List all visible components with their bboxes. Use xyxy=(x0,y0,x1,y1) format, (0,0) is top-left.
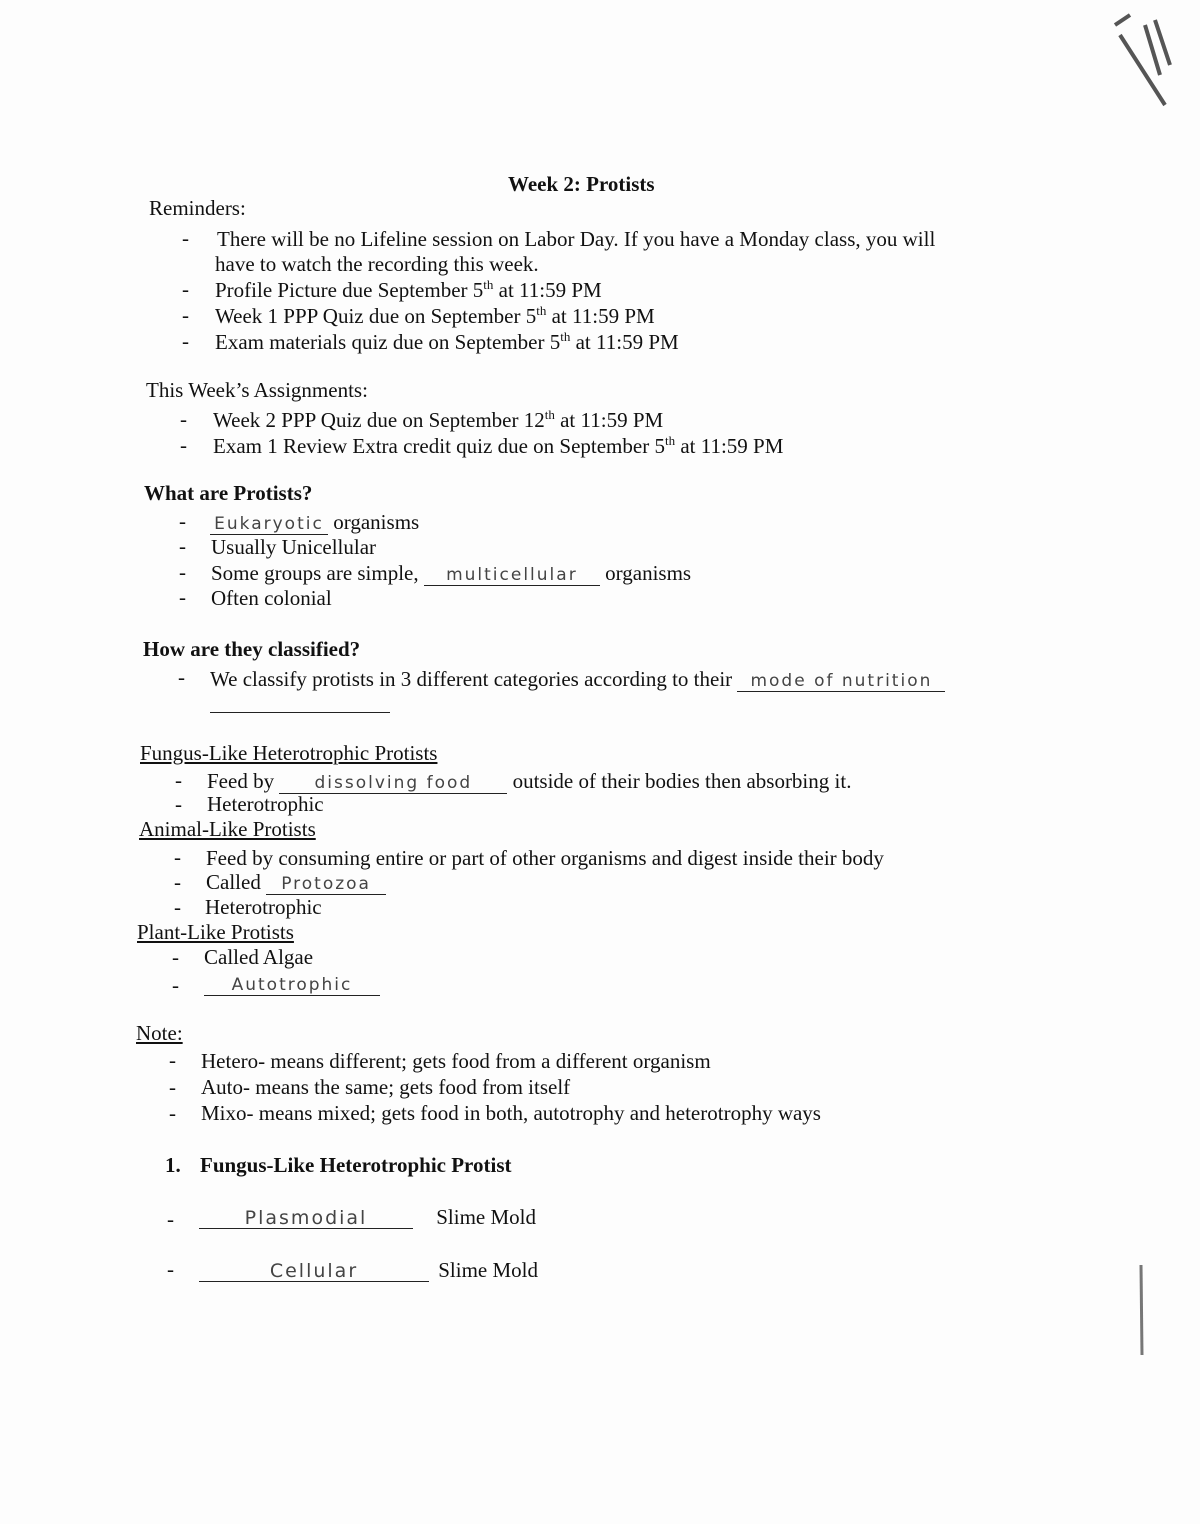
assignment-time: at 11:59 PM xyxy=(554,408,664,432)
reminder-time: at 11:59 PM xyxy=(493,278,602,302)
fact-text: Feed by xyxy=(207,769,275,793)
bullet-dash: - xyxy=(182,277,189,301)
page-title: Week 2: Protists xyxy=(508,172,655,196)
reminders-heading: Reminders: xyxy=(149,196,246,220)
reminder-item-cont: have to watch the recording this week. xyxy=(215,252,539,276)
reminder-item xyxy=(215,277,602,303)
bullet-dash: - xyxy=(180,433,187,457)
corner-scan-mark xyxy=(1100,5,1180,125)
fact-text: We classify protists in 3 different categories according to their xyxy=(210,667,733,691)
reminder-time: at 11:59 PM xyxy=(546,304,655,328)
bullet-dash: - xyxy=(182,329,189,353)
bullet-dash: - xyxy=(180,407,187,431)
bullet-dash: - xyxy=(179,585,186,609)
note-item: Hetero- means different; gets food from a different organism xyxy=(201,1049,711,1073)
ordinal-suffix: th xyxy=(536,303,547,318)
bullet-dash: - xyxy=(175,792,182,816)
bullet-dash: - xyxy=(169,1048,176,1072)
handwritten-answer: Eukaryotic xyxy=(210,514,328,535)
reminder-item xyxy=(215,303,655,329)
protist-fact xyxy=(210,509,419,535)
category-heading: Plant-Like Protists xyxy=(137,920,294,944)
bullet-dash: - xyxy=(179,509,186,533)
fact-text: Some groups are simple, xyxy=(211,561,419,585)
category-item: Heterotrophic xyxy=(205,895,322,919)
category-item: Heterotrophic xyxy=(207,792,324,816)
ordinal-suffix: th xyxy=(483,277,494,292)
answer-blank-line xyxy=(210,694,390,713)
ordinal-suffix: th xyxy=(544,407,555,422)
category-item: Feed by consuming entire or part of other organisms and digest inside their body xyxy=(206,846,884,870)
note-heading: Note: xyxy=(136,1021,183,1045)
protist-fact: Usually Unicellular xyxy=(211,535,377,559)
assignment-item xyxy=(213,407,663,433)
reminder-text: Week 1 PPP Quiz due on September 5 xyxy=(215,304,537,328)
edge-scan-mark xyxy=(1136,1260,1148,1360)
bullet-dash: - xyxy=(174,845,181,869)
reminder-time: at 11:59 PM xyxy=(570,330,679,354)
bullet-dash: - xyxy=(174,895,181,919)
bullet-dash: - xyxy=(182,226,189,250)
section-heading: What are Protists? xyxy=(144,481,313,505)
bullet-dash: - xyxy=(172,973,179,997)
handwritten-answer: dissolving food xyxy=(279,773,507,794)
bullet-dash: - xyxy=(167,1207,174,1231)
bullet-dash: - xyxy=(182,303,189,327)
handwritten-answer: Plasmodial xyxy=(199,1208,413,1229)
handwritten-answer: Protozoa xyxy=(266,874,386,895)
fact-text: Called xyxy=(206,870,261,894)
reminder-item: There will be no Lifeline session on Labor Day. If you have a Monday class, you will xyxy=(217,227,936,251)
handwritten-answer: Cellular xyxy=(199,1261,429,1282)
note-item: Auto- means the same; gets food from itself xyxy=(201,1075,571,1099)
bullet-dash: - xyxy=(175,768,182,792)
ordinal-suffix: th xyxy=(664,433,676,448)
section-number: 1. xyxy=(165,1153,181,1177)
section-heading: Fungus-Like Heterotrophic Protist xyxy=(200,1153,512,1177)
bullet-dash: - xyxy=(178,665,185,689)
bullet-dash: - xyxy=(167,1257,174,1281)
bullet-dash: - xyxy=(172,945,179,969)
category-item xyxy=(206,869,386,895)
bullet-dash: - xyxy=(179,534,186,558)
handwritten-answer: multicellular xyxy=(424,565,600,586)
protist-fact: Often colonial xyxy=(211,586,332,610)
bullet-dash: - xyxy=(169,1075,176,1099)
assignment-text: Exam 1 Review Extra credit quiz due on September 5 xyxy=(213,434,665,458)
fact-text: outside of their bodies then absorbing it. xyxy=(512,769,852,793)
category-item: Called Algae xyxy=(204,945,314,969)
assignment-time: at 11:59 PM xyxy=(675,434,784,458)
reminder-text: Profile Picture due September 5 xyxy=(215,278,484,302)
category-item xyxy=(204,970,380,996)
assignments-heading: This Week’s Assignments: xyxy=(146,378,368,402)
note-item: Mixo- means mixed; gets food in both, autotrophy and heterotrophy ways xyxy=(201,1101,821,1125)
assignment-text: Week 2 PPP Quiz due on September 12 xyxy=(213,408,545,432)
slime-mold-item xyxy=(199,1257,538,1283)
category-heading: Animal-Like Protists xyxy=(139,817,316,841)
fact-text: organisms xyxy=(333,510,420,534)
fact-text: Slime Mold xyxy=(436,1205,537,1229)
handwritten-answer: mode of nutrition xyxy=(737,671,945,692)
slime-mold-item xyxy=(199,1204,536,1230)
ordinal-suffix: th xyxy=(560,329,571,344)
handwritten-answer: Autotrophic xyxy=(204,975,380,996)
protist-fact xyxy=(211,560,691,586)
fact-text: organisms xyxy=(605,561,692,585)
category-heading: Fungus-Like Heterotrophic Protists xyxy=(140,741,438,765)
bullet-dash: - xyxy=(169,1101,176,1125)
reminder-item xyxy=(215,329,679,355)
bullet-dash: - xyxy=(179,560,186,584)
classification-text xyxy=(210,666,945,692)
section-heading: How are they classified? xyxy=(143,637,361,661)
reminder-text: Exam materials quiz due on September 5 xyxy=(215,330,561,354)
assignment-item xyxy=(213,433,783,459)
fact-text: Slime Mold xyxy=(438,1258,539,1282)
bullet-dash: - xyxy=(174,870,181,894)
